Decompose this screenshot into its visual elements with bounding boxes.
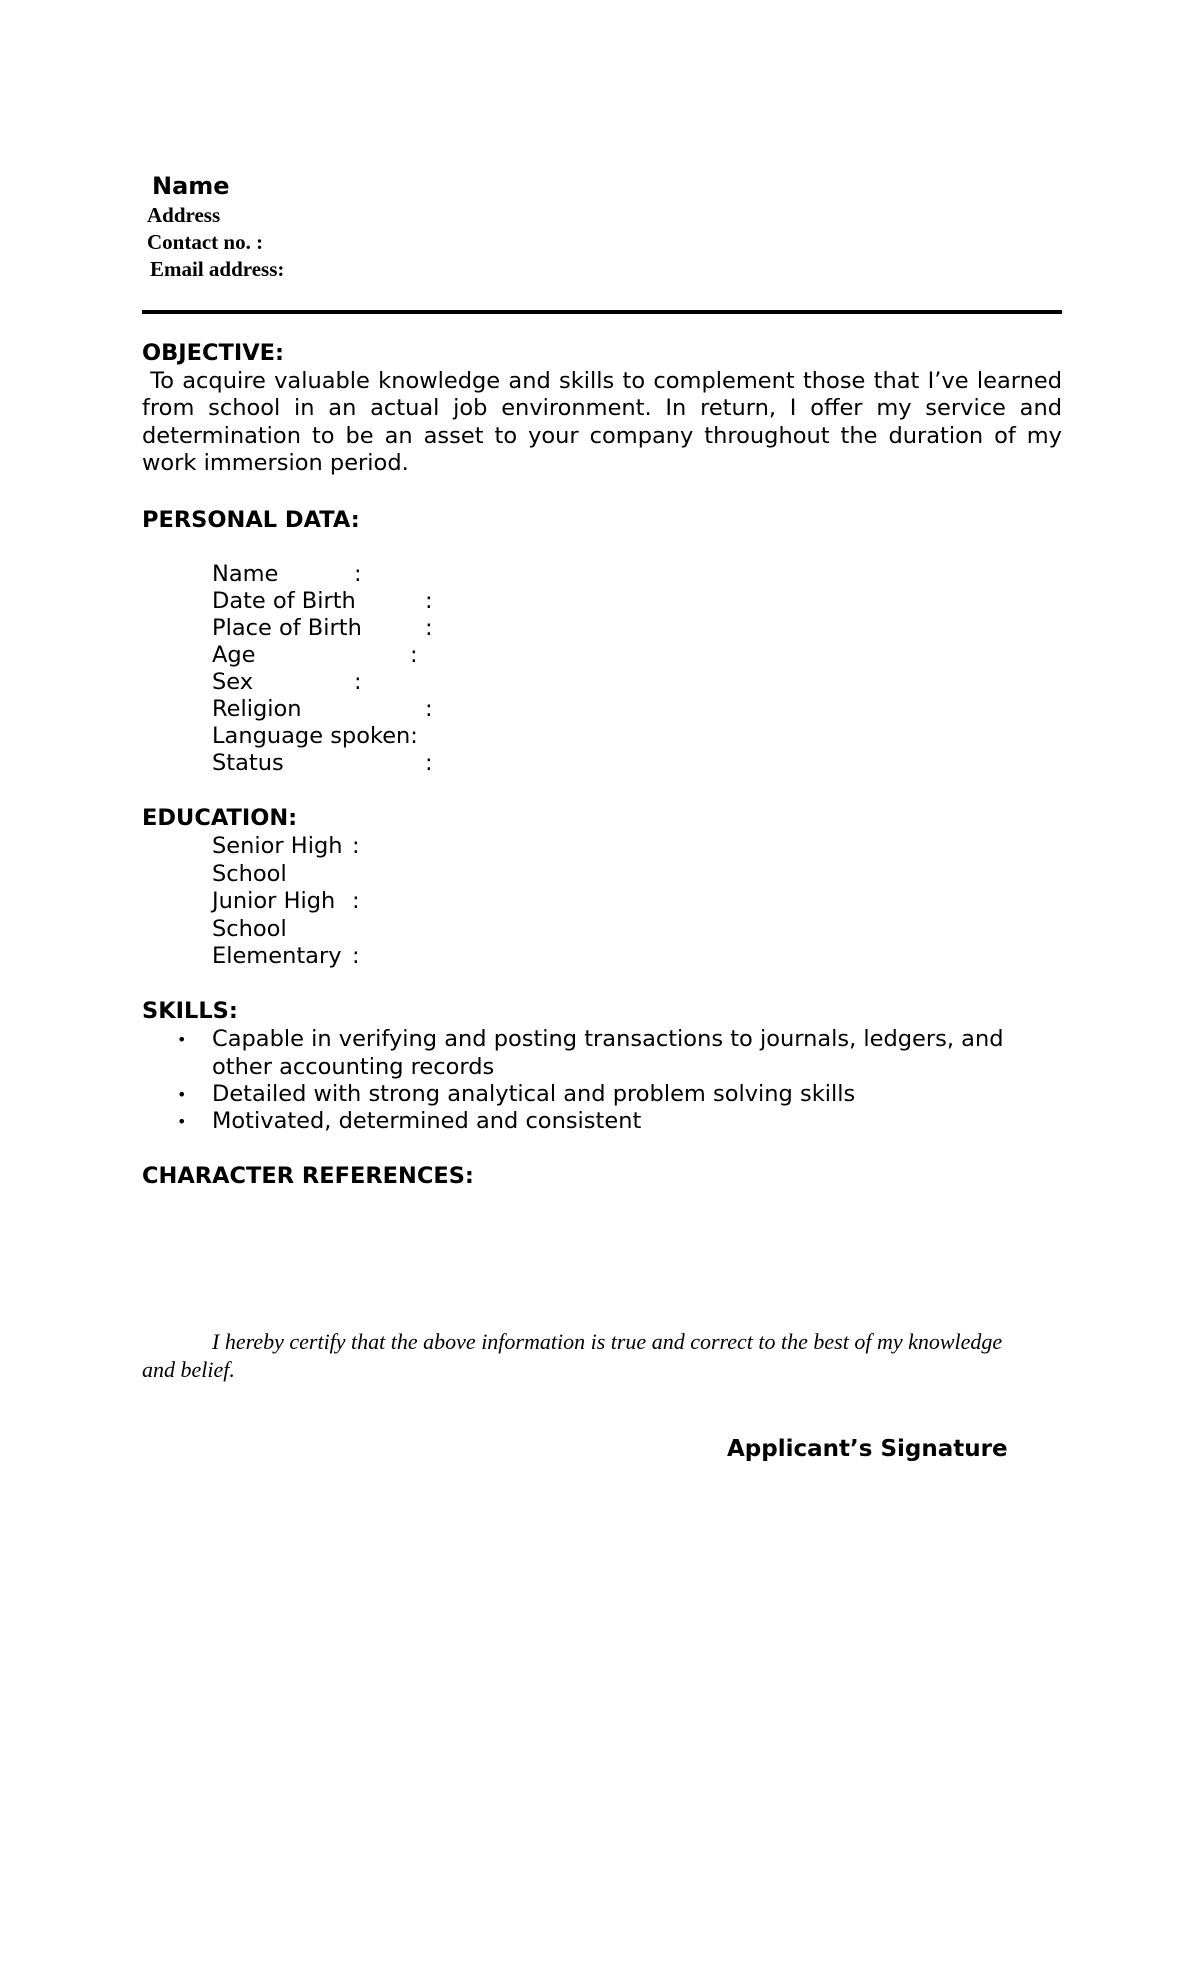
field-dob-colon: : [425,588,433,614]
field-sex-label: Sex [212,669,254,695]
objective-heading: OBJECTIVE: [142,340,285,366]
field-pob-colon: : [425,615,433,641]
skill-bullet: • [177,1030,187,1049]
field-pob-label: Place of Birth [212,615,362,641]
education-junior-high-colon: : [352,888,360,914]
field-name-label: Name [212,561,279,587]
contact-label: Contact no. : [147,230,264,254]
skill-bullet: • [177,1085,187,1104]
field-status-label: Status [212,750,284,776]
education-junior-high-label: Junior High School [212,888,336,942]
field-religion-colon: : [425,696,433,722]
field-religion-label: Religion [212,696,302,722]
field-language-label: Language spoken: [212,723,418,749]
email-label: Email address: [150,257,285,281]
field-sex-colon: : [354,669,362,695]
address-label: Address [147,203,221,227]
skill-item: Motivated, determined and consistent [212,1108,642,1134]
skill-item: Detailed with strong analytical and problem solving skills [212,1081,856,1107]
skill-bullet: • [177,1112,187,1131]
field-dob-label: Date of Birth [212,588,356,614]
education-senior-high-label: Senior High School [212,833,343,887]
education-elementary-label: Elementary [212,943,342,969]
applicant-name: Name [152,172,230,200]
personal-data-heading: PERSONAL DATA: [142,507,360,533]
field-age-colon: : [410,642,418,668]
skills-heading: SKILLS: [142,998,238,1024]
education-elementary-colon: : [352,943,360,969]
applicant-signature-label: Applicant’s Signature [727,1436,1008,1462]
field-age-label: Age [212,642,256,668]
skill-item: Capable in verifying and posting transactions to journals, ledgers, and other accounting records [212,1026,1004,1080]
education-senior-high-colon: : [352,833,360,859]
education-heading: EDUCATION: [142,805,298,831]
header-divider [142,310,1062,314]
character-references-heading: CHARACTER REFERENCES: [142,1163,474,1189]
objective-body: To acquire valuable knowledge and skills to complement those that I’ve learned from school in an actual job environment. In return, I offer my service and determination to be an asset to your company throughout the duration of my work immersion period. [142,368,1062,476]
certification-statement: I hereby certify that the above information is true and correct to the best of my knowledge and belief. [142,1329,1003,1382]
field-name-colon: : [354,561,362,587]
field-status-colon: : [425,750,433,776]
objective-text [142,368,1062,477]
